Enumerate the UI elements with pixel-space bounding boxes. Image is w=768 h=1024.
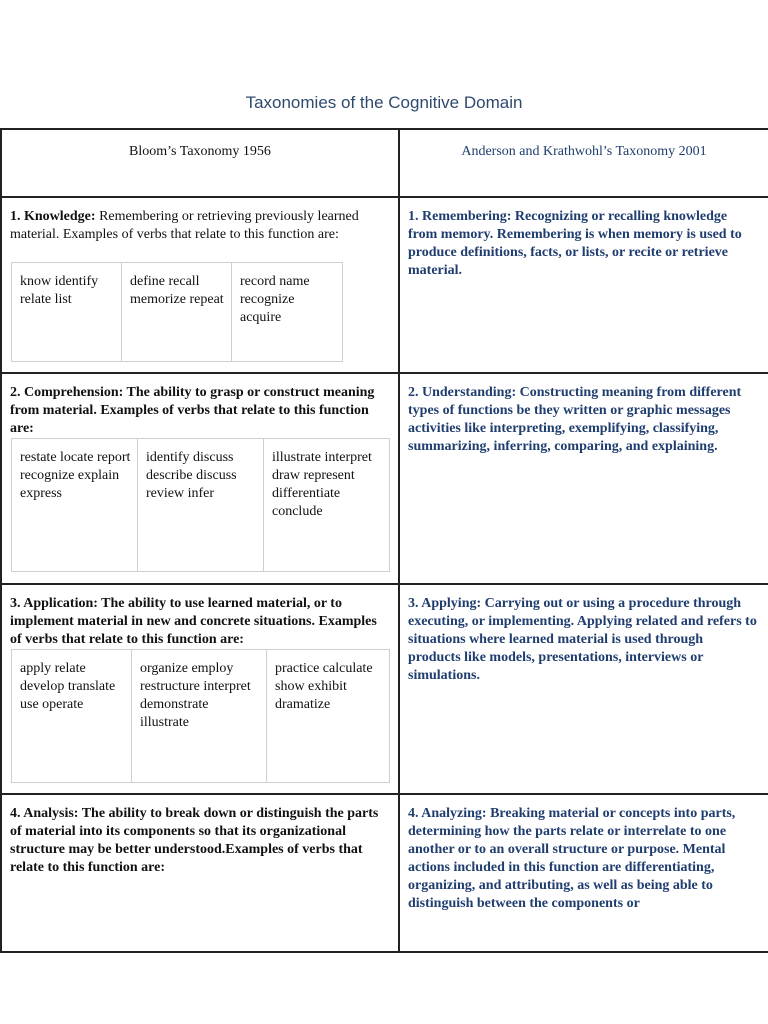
- page-title: Taxonomies of the Cognitive Domain: [245, 93, 523, 112]
- comprehension-cell: [0, 372, 400, 585]
- knowledge-text: Remembering or retrieving previously learned material. Examples of verbs that relate to this function are:: [10, 209, 359, 242]
- application-verbs-table: [11, 649, 390, 783]
- analysis-description: 4. Analysis: The ability to break down or distinguish the parts of material into its components so that its organizational structure may be better understood.Examples of verbs that relate to this function are:: [10, 806, 379, 875]
- knowledge-description: [10, 208, 388, 244]
- application-verbs-col-2: organize employ restructure interpret demonstrate illustrate: [132, 650, 267, 782]
- knowledge-verbs-col-3: record name recognize acquire: [240, 274, 310, 325]
- understanding-description: 2. Understanding: Constructing meaning from different types of functions be they written or graphic messages activities like interpreting, exemplifying, classifying, summarizing, inferring, comparing, and explaining.: [408, 385, 742, 454]
- comprehension-verbs-table: [11, 438, 390, 572]
- application-verbs-col-1: apply relate develop translate use operate: [12, 650, 132, 782]
- applying-cell: [398, 583, 768, 795]
- knowledge-verbs-col-1: know identify relate list: [12, 263, 122, 361]
- comprehension-verbs-col-2: identify discuss describe discuss review infer: [138, 439, 264, 571]
- knowledge-lead: 1. Knowledge:: [10, 209, 96, 224]
- understanding-cell: [398, 372, 768, 585]
- remembering-description: 1. Remembering: Recognizing or recalling knowledge from memory. Remembering is when memory is used to produce definitions, facts, or lists, or recite or retrieve material.: [408, 209, 742, 278]
- comprehension-description: 2. Comprehension: The ability to grasp or construct meaning from material. Examples of verbs that relate to this function are:: [10, 385, 375, 436]
- analyzing-cell: [398, 793, 768, 953]
- header-cell-anderson: [398, 128, 768, 198]
- header-anderson: Anderson and Krathwohl’s Taxonomy 2001: [461, 144, 707, 159]
- analyzing-description: 4. Analyzing: Breaking material or concepts into parts, determining how the parts relate or interrelate to one another or to an overall structure or purpose. Mental actions included in this function are differentiating, organizing, and attributing, as well as being able to distinguish between the components or: [408, 806, 736, 911]
- comprehension-verbs-col-3: illustrate interpret draw represent differentiate conclude: [272, 450, 372, 519]
- header-blooms: Bloom’s Taxonomy 1956: [129, 144, 271, 159]
- analysis-cell: [0, 793, 400, 953]
- knowledge-cell: [0, 196, 400, 374]
- taxonomy-table: [0, 128, 768, 924]
- knowledge-verbs-col-2: define recall memorize repeat: [122, 263, 232, 361]
- remembering-cell: [398, 196, 768, 374]
- application-description: 3. Application: The ability to use learned material, or to implement material in new and concrete situations. Examples of verbs that relate to this function are:: [10, 596, 377, 647]
- applying-description: 3. Applying: Carrying out or using a procedure through executing, or implementing. Applying related and refers to situations where learned material is used through products like models, presentations, interviews or simulations.: [408, 596, 757, 683]
- comprehension-verbs-col-1: restate locate report recognize explain express: [12, 439, 138, 571]
- application-verbs-col-3: practice calculate show exhibit dramatize: [275, 661, 373, 712]
- knowledge-verbs-table: [11, 262, 343, 362]
- application-cell: [0, 583, 400, 795]
- header-cell-blooms: [0, 128, 400, 198]
